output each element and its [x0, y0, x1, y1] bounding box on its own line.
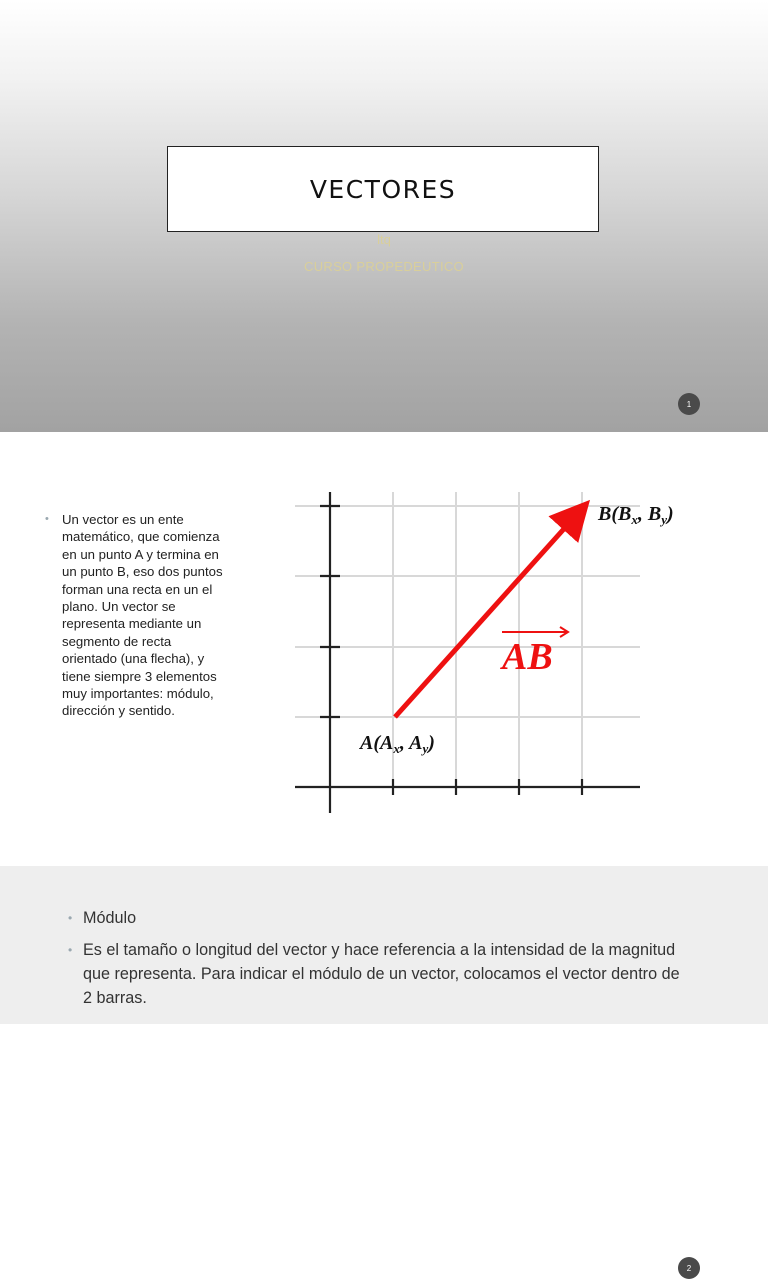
slide-title: VECTORES [309, 174, 457, 204]
title-slide [0, 0, 768, 432]
axes [295, 492, 640, 813]
title-box [167, 146, 599, 232]
page-number-badge: 2 [678, 1257, 700, 1279]
bullet-marker: • [45, 513, 49, 525]
definition-text: Un vector es un ente matemático, que comienza en un punto A y termina en un punto B, eso dos puntos forman una recta en un el plano. Un vector se representa mediante un segmento de recta orientado (una flecha), y tiene siempre 3 elementos muy importantes: módulo, dirección y sentido. [62, 512, 223, 719]
vector-arrow [395, 511, 580, 717]
point-b-sub-x: x [631, 512, 638, 527]
point-b-label-close: ) [666, 503, 674, 525]
point-b-label-part: B(B [598, 503, 632, 525]
vector-figure [290, 487, 720, 827]
point-a-sub-y: y [422, 741, 429, 756]
definition-bullet [45, 511, 225, 720]
point-b-sub-y: y [661, 512, 667, 527]
modulo-bullet [68, 906, 136, 930]
subtitle-author: ltq [377, 232, 391, 247]
modulo-slide [0, 866, 768, 1024]
point-b-label-sep: , B [637, 503, 662, 525]
point-a-label-close: ) [428, 732, 435, 754]
page-number-badge: 1 [678, 393, 700, 415]
modulo-definition-bullet [68, 938, 688, 1010]
subtitle-course: CURSO PROPEDEUTICO [304, 259, 464, 274]
vector-label: AB [502, 636, 553, 678]
bullet-marker: • [68, 911, 73, 925]
modulo-definition-text: Es el tamaño o longitud del vector y hace referencia a la intensidad de la magnitud que representa. Para indicar el módulo de un vector, colocamos el vector dentro de 2 barras. [83, 941, 680, 1007]
point-a-label [358, 732, 435, 756]
point-a-label-sep: , A [399, 732, 423, 754]
point-a-label-part: A(A [360, 732, 394, 754]
bullet-marker: • [68, 943, 73, 957]
modulo-heading: Módulo [83, 909, 137, 927]
point-a-sub-x: x [393, 741, 400, 756]
